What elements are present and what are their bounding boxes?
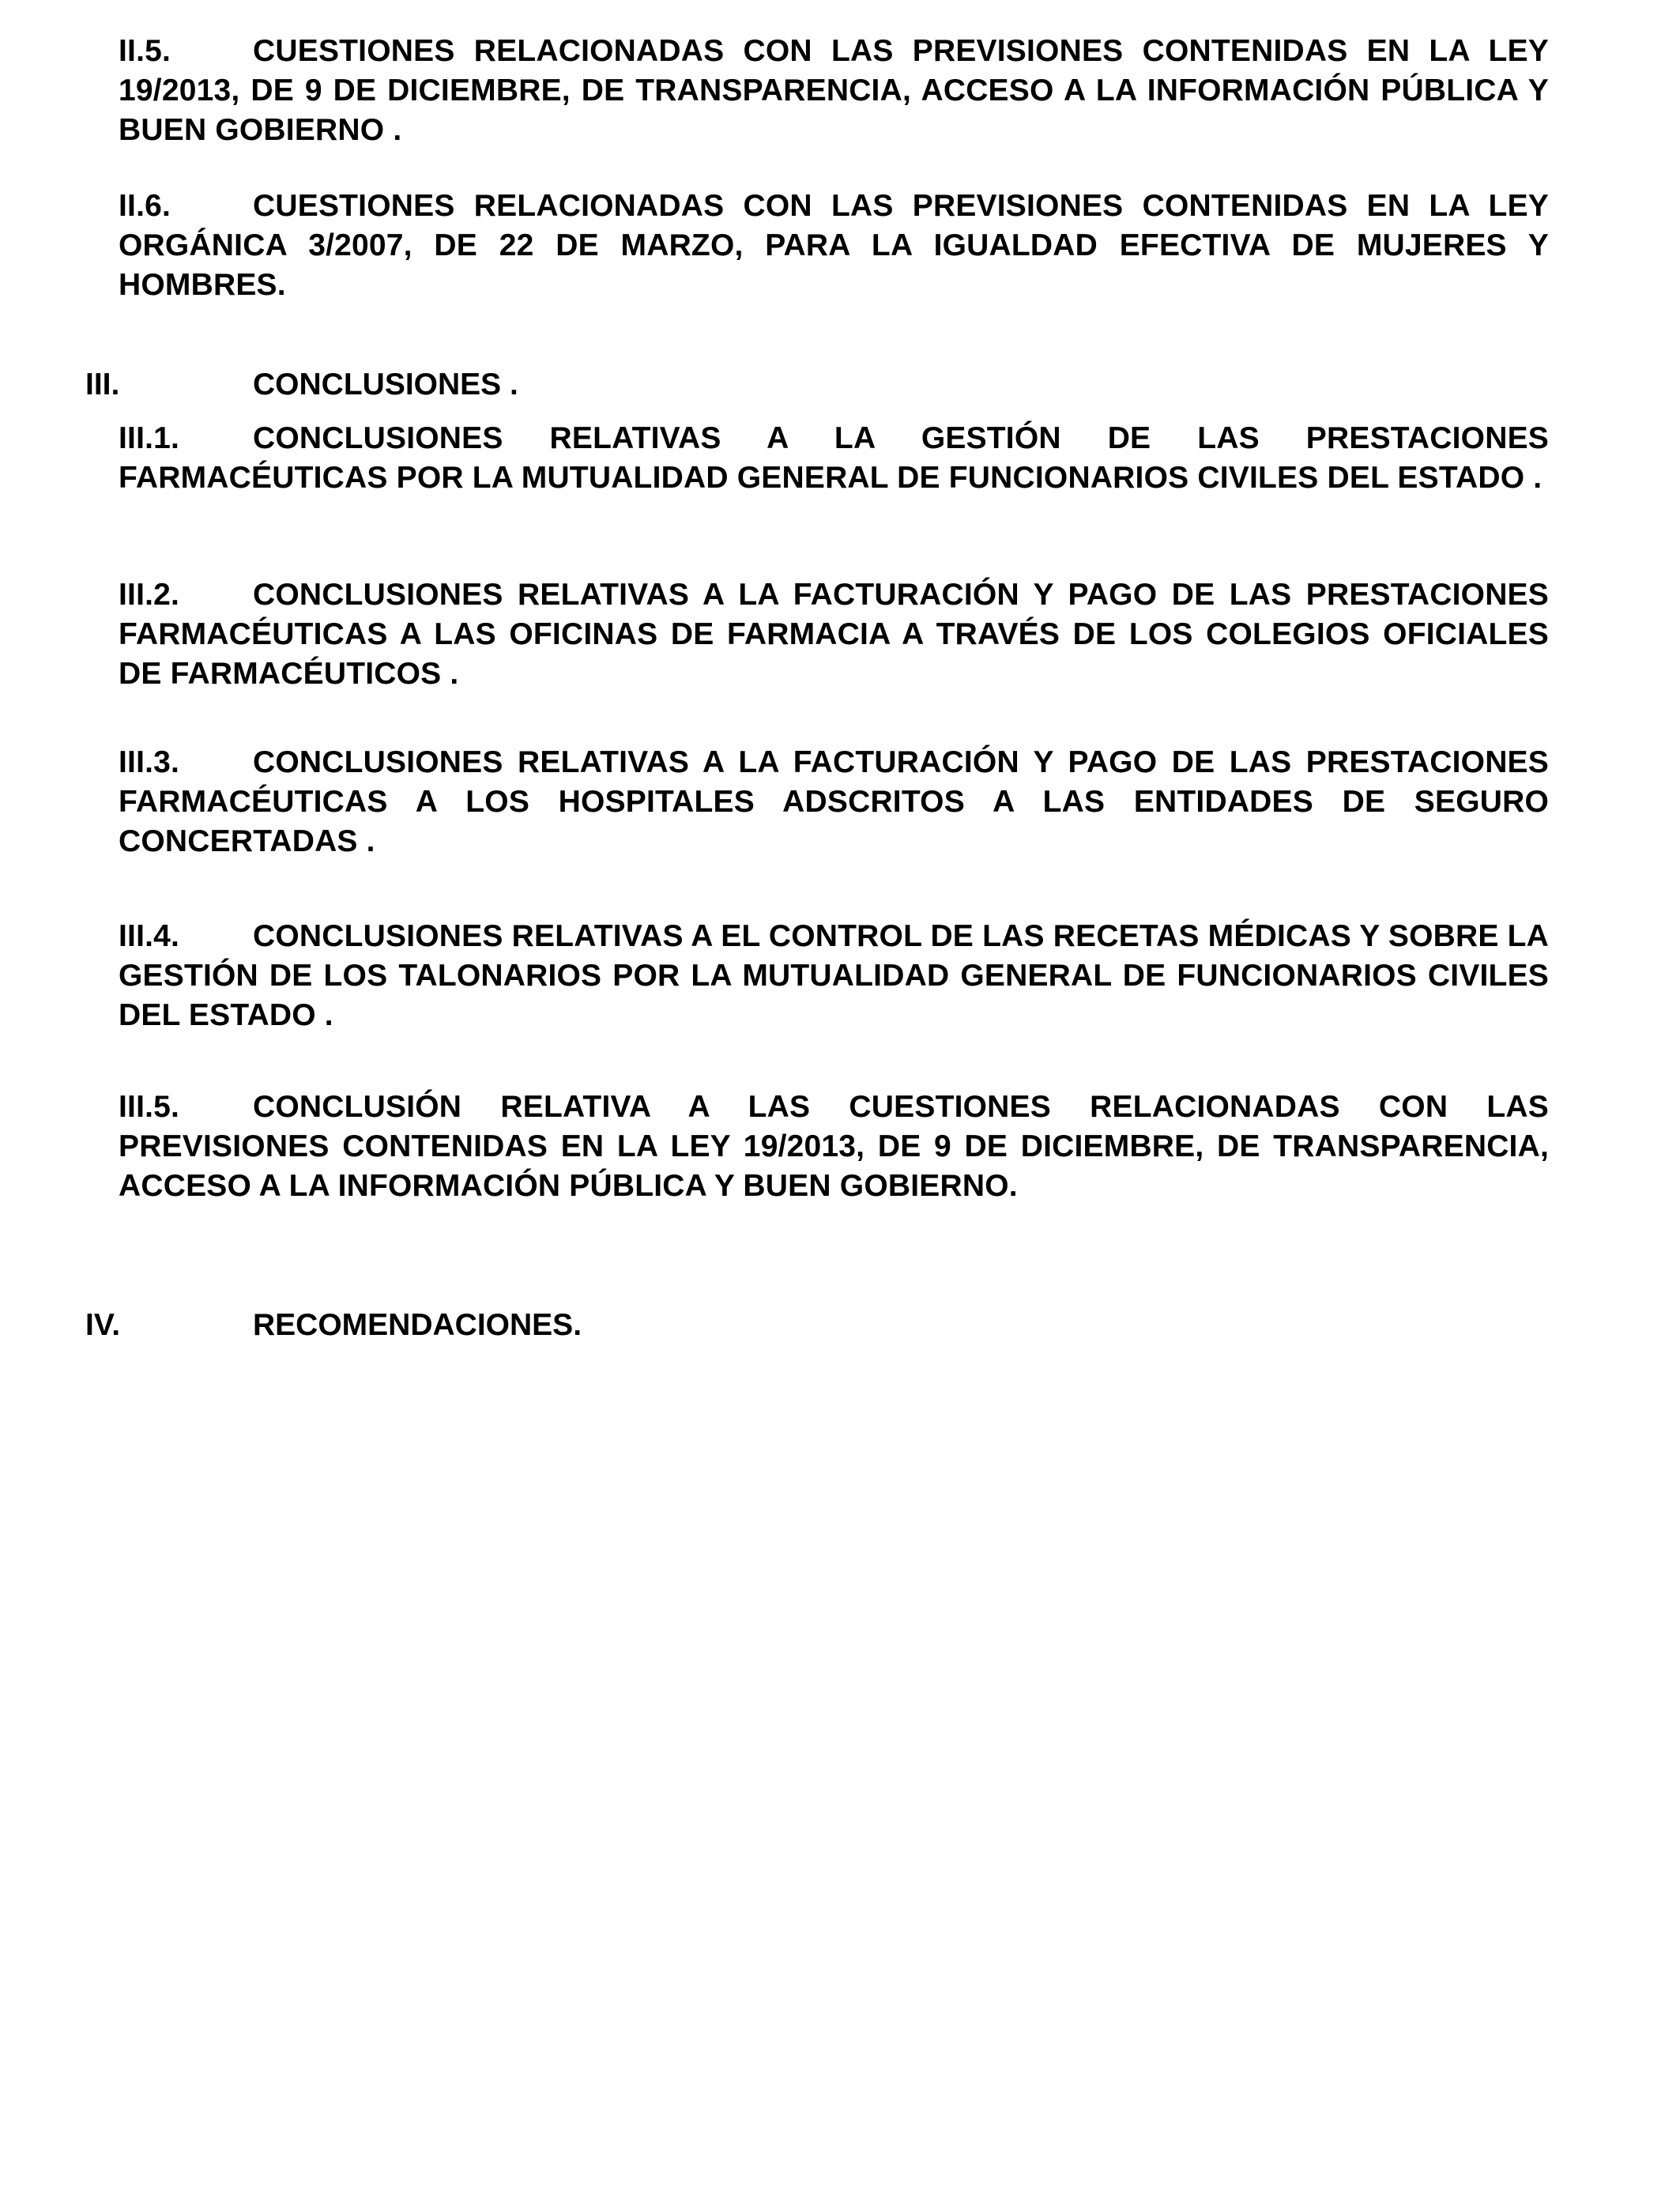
entry-number: III.4. (119, 919, 180, 953)
toc-entry-iii-3 (119, 743, 1549, 861)
section-title: RECOMENDACIONES. (253, 1308, 582, 1342)
entry-number: III.1. (119, 421, 180, 455)
section-number: IV. (85, 1308, 121, 1342)
toc-entry-iii-1 (119, 419, 1549, 498)
toc-entry-ii-6 (119, 187, 1549, 305)
section-number: III. (85, 368, 120, 401)
entry-text: CONCLUSIÓN RELATIVA A LAS CUESTIONES RELACIONADAS CON LAS PREVISIONES CONTENIDAS EN LA LEY 19/2013, DE 9 DE DICIEMBRE, DE TRANSPARENCIA, ACCESO A LA INFORMACIÓN PÚBLICA Y BUEN GOBIERNO. (119, 1090, 1549, 1203)
entry-text: CONCLUSIONES RELATIVAS A LA GESTIÓN DE LAS PRESTACIONES FARMACÉUTICAS POR LA MUTUALIDAD GENERAL DE FUNCIONARIOS CIVILES DEL ESTADO . (119, 421, 1549, 495)
toc-entry-iii-4 (119, 917, 1549, 1035)
toc-entry-iii-5 (119, 1088, 1549, 1206)
toc-entry-iii-2 (119, 575, 1549, 694)
toc-section-iii (85, 365, 518, 405)
entry-number: III.2. (119, 578, 180, 612)
entry-text: CUESTIONES RELACIONADAS CON LAS PREVISIONES CONTENIDAS EN LA LEY ORGÁNICA 3/2007, DE 22 DE MARZO, PARA LA IGUALDAD EFECTIVA DE MUJERES Y HOMBRES. (119, 189, 1549, 302)
entry-number: II.6. (119, 189, 171, 223)
entry-number: III.5. (119, 1090, 180, 1124)
toc-section-iv (85, 1306, 582, 1345)
entry-text: CONCLUSIONES RELATIVAS A EL CONTROL DE LAS RECETAS MÉDICAS Y SOBRE LA GESTIÓN DE LOS TALONARIOS POR LA MUTUALIDAD GENERAL DE FUNCIONARIOS CIVILES DEL ESTADO . (119, 919, 1549, 1032)
section-title: CONCLUSIONES . (253, 368, 518, 401)
entry-number: II.5. (119, 34, 171, 68)
entry-text: CONCLUSIONES RELATIVAS A LA FACTURACIÓN Y PAGO DE LAS PRESTACIONES FARMACÉUTICAS A LOS HOSPITALES ADSCRITOS A LAS ENTIDADES DE SEGURO CONCERTADAS . (119, 745, 1549, 858)
entry-text: CONCLUSIONES RELATIVAS A LA FACTURACIÓN Y PAGO DE LAS PRESTACIONES FARMACÉUTICAS A LAS OFICINAS DE FARMACIA A TRAVÉS DE LOS COLEGIOS OFICIALES DE FARMACÉUTICOS . (119, 578, 1549, 691)
entry-number: III.3. (119, 745, 180, 779)
toc-entry-ii-5 (119, 32, 1549, 150)
entry-text: CUESTIONES RELACIONADAS CON LAS PREVISIONES CONTENIDAS EN LA LEY 19/2013, DE 9 DE DICIEMBRE, DE TRANSPARENCIA, ACCESO A LA INFORMACIÓN PÚBLICA Y BUEN GOBIERNO . (119, 34, 1549, 147)
